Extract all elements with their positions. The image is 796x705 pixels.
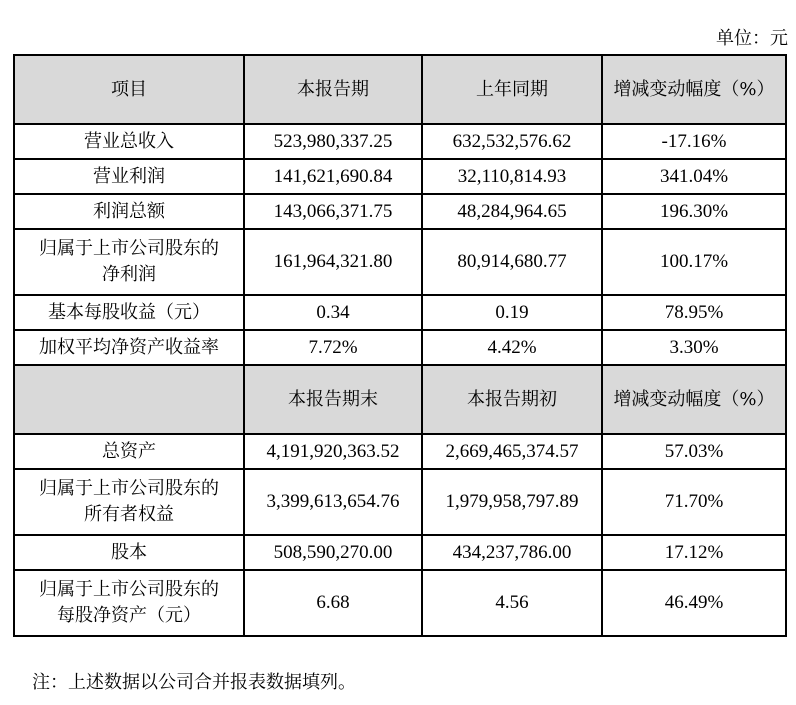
cell-value: 100.17% (602, 229, 786, 295)
cell-value: 57.03% (602, 434, 786, 469)
header-cell-period-end: 本报告期末 (244, 365, 422, 434)
row-label (14, 229, 244, 295)
cell-value: 161,964,321.80 (244, 229, 422, 295)
cell-value: 4,191,920,363.52 (244, 434, 422, 469)
cell-value: 17.12% (602, 535, 786, 570)
table-row (14, 570, 786, 636)
table-header-row (14, 365, 786, 434)
row-label: 营业总收入 (14, 124, 244, 159)
table-header-row (14, 55, 786, 124)
cell-value: 632,532,576.62 (422, 124, 602, 159)
cell-value: 1,979,958,797.89 (422, 469, 602, 535)
cell-value: 6.68 (244, 570, 422, 636)
cell-value: 523,980,337.25 (244, 124, 422, 159)
row-label-line: 归属于上市公司股东的 (39, 238, 219, 259)
table-row (14, 124, 786, 159)
header-cell-prior-period: 上年同期 (422, 55, 602, 124)
cell-value: 78.95% (602, 295, 786, 330)
row-label (14, 469, 244, 535)
header-cell-empty (14, 365, 244, 434)
row-label-line: 每股净资产（元） (57, 605, 201, 626)
cell-value: -17.16% (602, 124, 786, 159)
cell-value: 4.42% (422, 330, 602, 365)
cell-value: 0.19 (422, 295, 602, 330)
row-label-line: 归属于上市公司股东的 (39, 579, 219, 600)
table-row (14, 469, 786, 535)
cell-value: 341.04% (602, 159, 786, 194)
table-row (14, 229, 786, 295)
table-row (14, 434, 786, 469)
row-label-line: 净利润 (102, 264, 156, 285)
header-cell-item: 项目 (14, 55, 244, 124)
row-label-line: 归属于上市公司股东的 (39, 478, 219, 499)
row-label: 加权平均净资产收益率 (14, 330, 244, 365)
row-label: 总资产 (14, 434, 244, 469)
footnote: 注：上述数据以公司合并报表数据填列。 (32, 672, 356, 693)
cell-value: 141,621,690.84 (244, 159, 422, 194)
row-label-line: 所有者权益 (84, 504, 174, 525)
table-row (14, 330, 786, 365)
row-label: 股本 (14, 535, 244, 570)
cell-value: 143,066,371.75 (244, 194, 422, 229)
header-cell-period-start: 本报告期初 (422, 365, 602, 434)
row-label: 利润总额 (14, 194, 244, 229)
table-row (14, 535, 786, 570)
header-cell-change: 增减变动幅度（%） (602, 55, 786, 124)
cell-value: 3.30% (602, 330, 786, 365)
cell-value: 0.34 (244, 295, 422, 330)
table-row (14, 295, 786, 330)
cell-value: 508,590,270.00 (244, 535, 422, 570)
header-cell-current-period: 本报告期 (244, 55, 422, 124)
cell-value: 2,669,465,374.57 (422, 434, 602, 469)
cell-value: 46.49% (602, 570, 786, 636)
cell-value: 434,237,786.00 (422, 535, 602, 570)
header-cell-change: 增减变动幅度（%） (602, 365, 786, 434)
cell-value: 71.70% (602, 469, 786, 535)
cell-value: 7.72% (244, 330, 422, 365)
row-label (14, 570, 244, 636)
cell-value: 48,284,964.65 (422, 194, 602, 229)
cell-value: 32,110,814.93 (422, 159, 602, 194)
cell-value: 196.30% (602, 194, 786, 229)
cell-value: 3,399,613,654.76 (244, 469, 422, 535)
row-label: 基本每股收益（元） (14, 295, 244, 330)
cell-value: 4.56 (422, 570, 602, 636)
unit-label: 单位：元 (716, 28, 788, 49)
cell-value: 80,914,680.77 (422, 229, 602, 295)
financial-summary-table (13, 54, 787, 637)
table-row (14, 194, 786, 229)
table-row (14, 159, 786, 194)
row-label: 营业利润 (14, 159, 244, 194)
